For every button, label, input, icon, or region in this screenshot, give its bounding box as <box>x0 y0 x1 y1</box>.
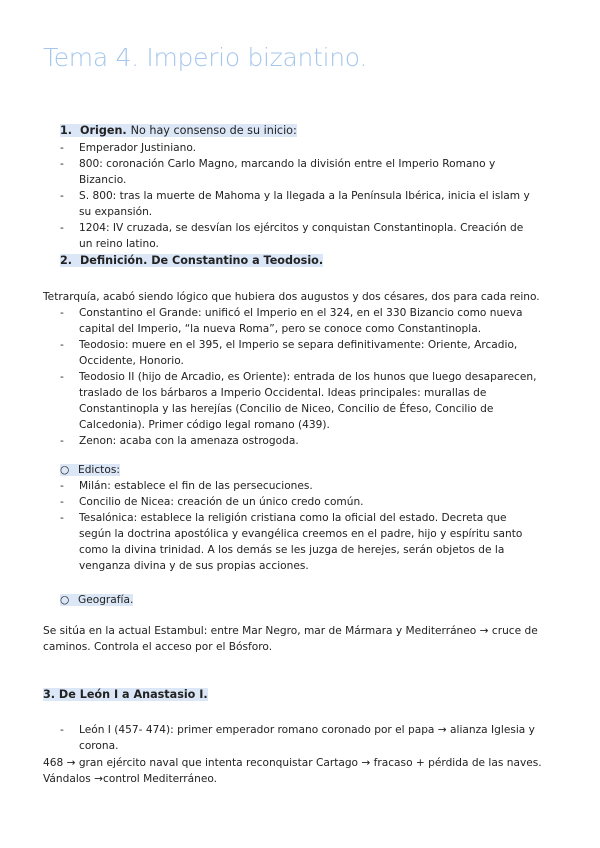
section-2-heading <box>60 253 323 269</box>
list-item: - 1204: IV cruzada, se desvían los ejércitos y conquistan Constantinopla. Creación de un reino latino. <box>60 222 524 250</box>
section-1-title: Origen. <box>80 124 127 137</box>
list-item: - S. 800: tras la muerte de Mahoma y la llegada a la Península Ibérica, inicia el islam y su expansión. <box>60 190 530 218</box>
geography-paragraph: Se sitúa en la actual Estambul: entre Mar Negro, mar de Mármara y Mediterráneo → cruce de caminos. Controla el acceso por el Bósforo. <box>43 625 538 653</box>
section-1-heading <box>60 123 297 139</box>
section-2-title: Definición. De Constantino a Teodosio. <box>80 254 324 267</box>
list-item: - Zenon: acaba con la amenaza ostrogoda. <box>60 435 299 447</box>
section-2-number: 2. <box>60 254 73 267</box>
edicts-subheading: ○ Edictos: <box>60 464 120 476</box>
list-item: - Teodosio II (hijo de Arcadio, es Oriente): entrada de los hunos que luego desaparecen, traslado de los bárbaros a Imperio Occidental. Ideas principales: murallas de Constantinopla y las herejías (Concilio de Niceo, Concilio de Éfeso, Concilio de Calcedonia). Primer código legal romano (439). <box>60 371 537 431</box>
list-item: - Milán: establece el fin de las persecuciones. <box>60 480 313 492</box>
bullet-circle-icon: ○ <box>60 594 70 606</box>
list-item: - Concilio de Nicea: creación de un único credo común. <box>60 496 364 508</box>
list-item: - 800: coronación Carlo Magno, marcando la división entre el Imperio Romano y Bizancio. <box>60 158 496 186</box>
section-1-number: 1. <box>60 124 73 137</box>
edicts-list <box>0 478 600 574</box>
section-2-list <box>0 305 600 449</box>
tetrarchy-paragraph: Tetrarquía, acabó siendo lógico que hubiera dos augustos y dos césares, dos para cada reino. <box>43 291 540 303</box>
section-3-paragraph: 468 → gran ejército naval que intenta reconquistar Cartago → fracaso + pérdida de las naves. Vándalos →control Mediterráneo. <box>43 757 542 785</box>
list-item: - Tesalónica: establece la religión cristiana como la oficial del estado. Decreta que según la doctrina apostólica y evangélica creemos en el padre, hijo y espíritu santo como la divina trinidad. A los demás se les juzga de herejes, serán objetos de la venganza divina y de sus propias acciones. <box>60 512 523 572</box>
list-item: - Teodosio: muere en el 395, el Imperio se separa definitivamente: Oriente, Arcadio, Occidente, Honorio. <box>60 339 518 367</box>
bullet-circle-icon: ○ <box>60 464 70 476</box>
section-3-heading: 3. De León I a Anastasio I. <box>43 688 208 701</box>
section-1-intro: No hay consenso de su inicio: <box>130 124 297 137</box>
page-title: Tema 4. Imperio bizantino. <box>43 43 367 72</box>
section-1-list <box>0 140 600 252</box>
geography-subheading: ○ Geografía. <box>60 594 134 606</box>
list-item: - Constantino el Grande: unificó el Imperio en el 324, en el 330 Bizancio como nueva capital del Imperio, “la nueva Roma”, pero se conoce como Constantinopla. <box>60 307 523 335</box>
list-item: - León I (457- 474): primer emperador romano coronado por el papa → alianza Iglesia y corona. <box>60 724 535 752</box>
section-3-list <box>0 722 600 754</box>
list-item: - Emperador Justiniano. <box>60 142 197 154</box>
